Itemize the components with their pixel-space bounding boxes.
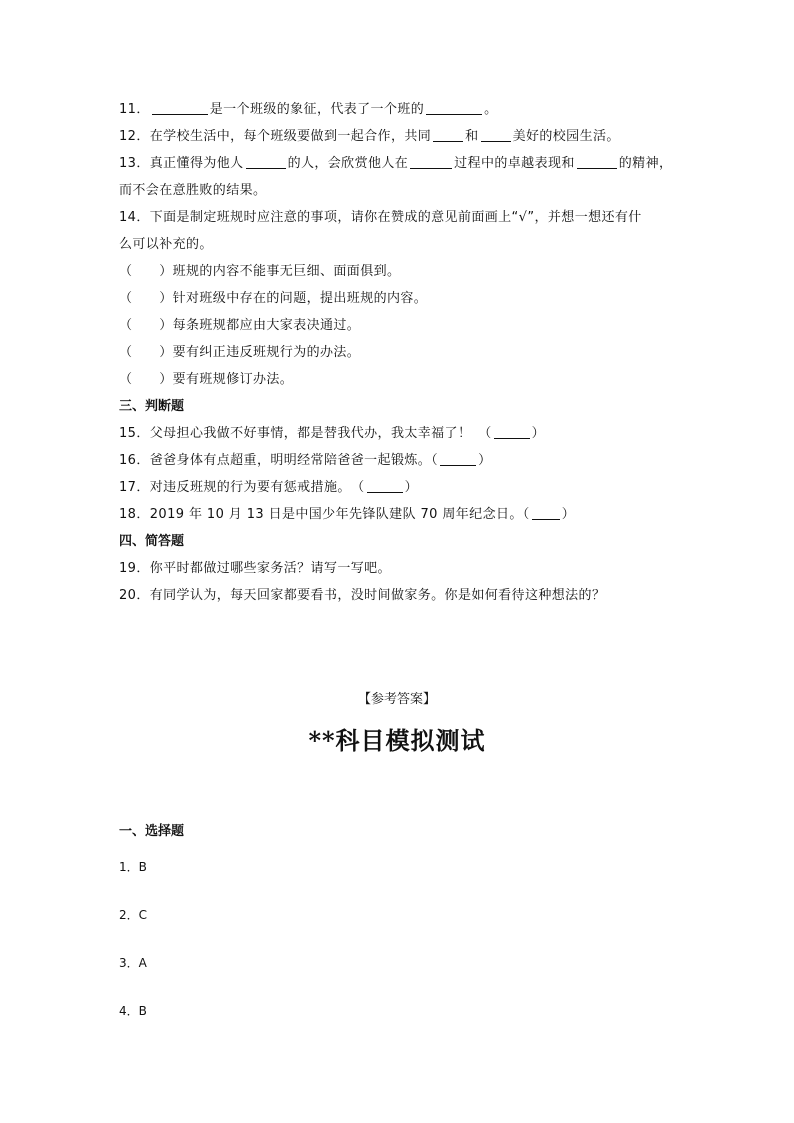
answer-value: A: [138, 956, 147, 970]
fill-blank: [410, 154, 452, 169]
section-heading-short-answer: 四、简答题: [119, 534, 185, 549]
question-19: [119, 559, 679, 586]
answer-title: **科目模拟测试: [308, 726, 486, 755]
question-text: ）: [478, 453, 492, 468]
question-16: [119, 451, 679, 478]
answer-item: [119, 858, 147, 875]
section-heading-judgment: 三、判断题: [119, 399, 185, 414]
question-text: 是一个班级的象征，代表了一个班的: [209, 102, 425, 117]
question-text: 真正懂得为他人: [149, 156, 244, 171]
fill-blank: [152, 100, 208, 115]
option-item: [119, 289, 679, 316]
question-15: [119, 424, 679, 451]
answer-value: C: [138, 908, 148, 922]
question-18: [119, 505, 679, 532]
answer-number: 4．: [119, 1004, 139, 1018]
answer-item: [119, 1002, 147, 1019]
question-list: [119, 100, 679, 613]
answer-number: 1．: [119, 860, 139, 874]
question-text: 你平时都做过哪些家务活？请写一写吧。: [149, 561, 391, 576]
fill-blank: [246, 154, 286, 169]
question-text: 对违反班规的行为要有惩戒措施。 （: [149, 480, 365, 495]
option-item: [119, 370, 679, 397]
question-text: 的精神，: [618, 156, 673, 171]
fill-blank: [367, 478, 403, 493]
answer-section-heading: 一、选择题: [119, 824, 185, 839]
question-14: [119, 208, 679, 235]
answer-tag: 【参考答案】: [357, 692, 436, 707]
question-number: 11．: [119, 102, 150, 117]
question-number: 14．: [119, 210, 150, 225]
question-text: 么可以补充的。: [119, 237, 213, 252]
question-number: 19．: [119, 561, 150, 576]
question-text: 而不会在意胜败的结果。: [119, 183, 267, 198]
answer-parenthesis: （ ）: [119, 372, 173, 387]
question-number: 18．: [119, 507, 150, 522]
question-text: 和: [465, 129, 479, 144]
fill-blank: [426, 100, 482, 115]
answer-header: [0, 688, 794, 756]
question-13: [119, 154, 679, 181]
option-item: [119, 343, 679, 370]
answer-value: B: [138, 860, 147, 874]
fill-blank: [532, 505, 560, 520]
question-text: 父母担心我做不好事情，都是替我代办，我太幸福了！ （: [149, 426, 492, 441]
fill-blank: [481, 127, 511, 142]
question-text: ）: [404, 480, 418, 495]
fill-blank: [433, 127, 463, 142]
question-text: 的人，会欣赏他人在: [287, 156, 409, 171]
question-number: 20．: [119, 588, 150, 603]
question-20: [119, 586, 679, 613]
question-12: [119, 127, 679, 154]
option-text: 每条班规都应由大家表决通过。: [172, 318, 361, 333]
answer-item: [119, 906, 147, 923]
answer-item: [119, 954, 147, 971]
question-text: 2019 年 10 月 13 日是中国少年先锋队建队 70 周年纪念日。（: [149, 507, 530, 522]
question-text: 在学校生活中，每个班级要做到一起合作，共同: [149, 129, 432, 144]
answer-parenthesis: （ ）: [119, 318, 173, 333]
question-number: 16．: [119, 453, 150, 468]
answer-number: 3．: [119, 956, 139, 970]
question-text: 有同学认为，每天回家都要看书，没时间做家务。你是如何看待这种想法的？: [149, 588, 606, 603]
answer-parenthesis: （ ）: [119, 264, 173, 279]
fill-blank: [440, 451, 476, 466]
question-14-continued: [119, 235, 679, 262]
option-item: [119, 262, 679, 289]
option-item: [119, 316, 679, 343]
fill-blank: [494, 424, 530, 439]
question-text: 过程中的卓越表现和: [454, 156, 575, 171]
question-text: ）: [561, 507, 576, 522]
question-text: 爸爸身体有点超重，明明经常陪爸爸一起锻炼。（: [149, 453, 439, 468]
answer-list: [119, 820, 185, 1018]
fill-blank: [577, 154, 617, 169]
answer-number: 2．: [119, 908, 139, 922]
question-number: 15．: [119, 426, 150, 441]
question-number: 13．: [119, 156, 150, 171]
answer-parenthesis: （ ）: [119, 291, 173, 306]
question-13-continued: [119, 181, 679, 208]
question-text: ）: [531, 426, 546, 441]
option-text: 要有班规修订办法。: [172, 372, 294, 387]
answer-parenthesis: （ ）: [119, 345, 173, 360]
option-text: 班规的内容不能事无巨细、面面俱到。: [172, 264, 401, 279]
option-text: 针对班级中存在的问题，提出班规的内容。: [172, 291, 428, 306]
option-text: 要有纠正违反班规行为的办法。: [172, 345, 361, 360]
question-text: 下面是制定班规时应注意的事项，请你在赞成的意见前面画上“√”，并想一想还有什: [149, 210, 642, 225]
question-11: [119, 100, 679, 127]
question-number: 12．: [119, 129, 150, 144]
question-text: 美好的校园生活。: [512, 129, 620, 144]
question-17: [119, 478, 679, 505]
answer-value: B: [138, 1004, 147, 1018]
question-text: 。: [484, 102, 498, 117]
question-number: 17．: [119, 480, 150, 495]
